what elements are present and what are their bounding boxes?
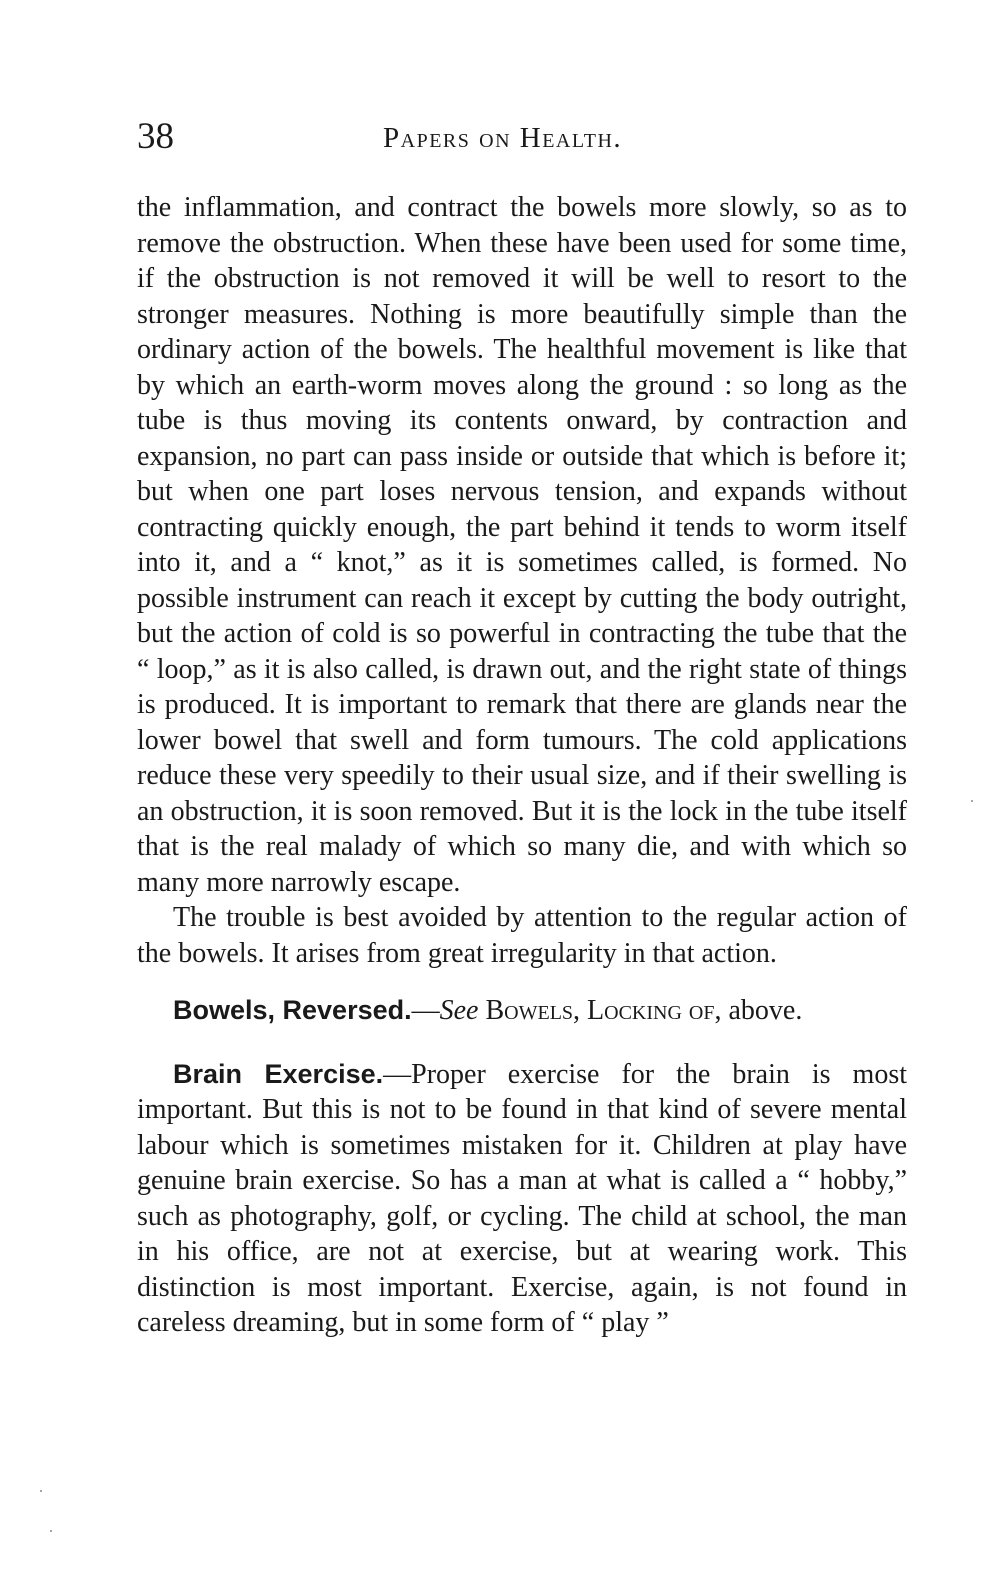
entry-heading: Brain Exercise. bbox=[173, 1058, 384, 1089]
page-number: 38 bbox=[137, 116, 174, 157]
running-title: Papers on Health. bbox=[383, 122, 623, 154]
paper-speck bbox=[50, 1530, 52, 1532]
paragraph-continued: the inflammation, and contract the bowels more slowly, so as to remove the obstruction. When these have been used for some time, if the obstruction is not removed it will be well to resort to the stronger measures. Nothing is more beautifully simple than the ordinary action of the bowels. The healthful movement is like that by which an earth-worm moves along the ground : so long as the tube is thus moving its contents onward, by contraction and expansion, no part can pass inside or outside that which is before it; but when one part loses nervous tension, and expands without contracting quickly enough, the part behind it tends to worm itself into it, and a “ knot,” as it is sometimes called, is formed. No possible instrument can reach it except by cutting the body outright, but the action of cold is so powerful in contracting the tube that the “ loop,” as it is also called, is drawn out, and the right state of things is produced. It is important to remark that there are glands near the lower bowel that swell and form tumours. The cold applications reduce these very speedily to their usual size, and if their swelling is an obstruction, it is soon removed. But it is the lock in the tube itself that is the real malady of which so many die, and with which so many more narrowly escape. bbox=[137, 192, 907, 898]
running-head bbox=[137, 112, 907, 162]
paper-speck bbox=[971, 800, 973, 802]
paper-speck bbox=[40, 1490, 42, 1492]
body-text bbox=[137, 190, 907, 1341]
entry-body: Proper exercise for the brain is most important. But this is not to be found in that kind of severe mental labour which is sometimes mistaken for it. Children at play have genuine brain exercise. So has a man at what is called a “ hobby,” such as photography, golf, or cycling. The child at school, the man in his office, are not at exercise, but at wearing work. This distinction is most important. Exercise, again, is not found in careless dreaming, but in some form of “ play ” bbox=[137, 1058, 907, 1338]
see-reference-label: See bbox=[439, 995, 479, 1026]
cross-reference: Bowels, Locking of bbox=[485, 995, 715, 1026]
entry-brain-exercise bbox=[137, 1057, 907, 1341]
em-dash: — bbox=[383, 1058, 412, 1090]
entry-heading: Bowels, Reversed. bbox=[173, 995, 412, 1025]
em-dash: — bbox=[411, 995, 440, 1026]
paragraph-trouble: The trouble is best avoided by attention to the regular action of the bowels. It arises from great irregularity in that action. bbox=[137, 902, 907, 969]
entry-bowels-reversed bbox=[137, 993, 907, 1029]
entry-tail: , above. bbox=[714, 995, 803, 1026]
